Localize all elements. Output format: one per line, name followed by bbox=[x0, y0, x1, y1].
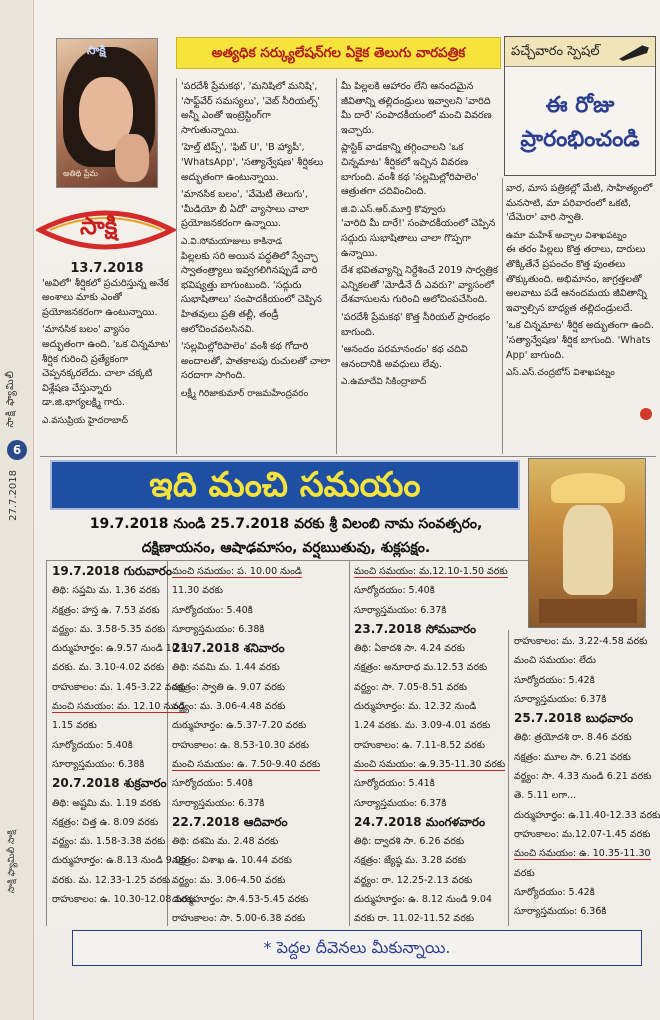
calendar-line: వర్జ్యం: మ. 3.06-4.48 వరకు bbox=[172, 701, 286, 713]
calendar-line: సూర్యాస్తమయం: 6.37కి bbox=[172, 797, 265, 809]
photo-caption: అతిథి ప్రేమ bbox=[63, 169, 98, 178]
footer-blessing: * పెద్దల దీవెనలు మీకున్నాయి. bbox=[72, 930, 642, 966]
letters-column-1 bbox=[42, 262, 172, 454]
calendar-line: నక్షత్రం: చిత్త ఉ. 8.09 వరకు bbox=[52, 816, 159, 828]
letter-para: 'హెల్త్ టిప్స్', 'ఫిట్ U', 'B హ్యాపీ', 'WhatsApp', 'సత్యాన్వేషణ' శీర్షికలు అద్భుతంగా ఉంటున్నాయి. bbox=[181, 142, 324, 183]
calendar-line: సూర్యోదయం: 5.41కి bbox=[354, 778, 435, 790]
calendar-line: సూర్యోదయం: 5.42కి bbox=[514, 674, 595, 686]
calendar-line: నక్షత్రం: హస్త ఉ. 7.53 వరకు bbox=[52, 604, 160, 616]
calendar-line: నక్షత్రం: విశాఖ ఉ. 10.44 వరకు bbox=[172, 855, 292, 867]
masthead-banner: అత్యధిక సర్క్యులేషన్‌గల ఏకైక తెలుగు వారపత్రిక bbox=[176, 37, 501, 69]
pen-nib-icon bbox=[617, 41, 651, 63]
calendar-line: దుర్ముహూర్తం: ఉ.11.40-12.33 వరకు bbox=[514, 809, 660, 821]
end-mark-icon bbox=[640, 408, 652, 420]
calendar-line: సూర్యోదయం: 5.42కి bbox=[514, 886, 595, 898]
letter-signature: ఉమా మహేశ్ అచ్చాల విశాఖపట్నం bbox=[506, 230, 627, 241]
calendar-good-time bbox=[354, 562, 514, 581]
letter-para: వార, మాస పత్రికల్లో మేటి, సాహిత్యంలో మనసాటి, మా పరివారంలో ఒకటి, 'దేమెరా' వారి స్వాతి. bbox=[506, 183, 653, 224]
letter-para: ఈ తరం పిల్లలు కొత్త తరాలు, దారులు తొక్కితేనే ప్రపంచం కొత్త పుంతలు తొక్కుతుంది. అభిమానం, జాగ్రత్తలతో అలవాటు పడే ఆనందమయ జీవితాన్ని ఇవ్వాల్సిన బాధ్యత తల్లిదండ్రులదే. bbox=[506, 244, 647, 314]
calendar-line: మంచి సమయం: లేదు bbox=[514, 655, 596, 667]
calendar-line: రాహుకాలం: ఉ. 7.11-8.52 వరకు bbox=[354, 739, 485, 751]
letter-para: మీ పిల్లలకి ఆహారం లేని ఆనందమైన జీవితాన్ని తల్లిదండ్రులు ఇవ్వాలని 'వారిది మీ దారే' సంపాదకీయంలో మంచి వివరణ ఇచ్చారు. bbox=[341, 81, 492, 136]
letter-para: 'పరదేశీ ప్రేమకథ', 'మనిషిలో మనిషి', 'సాఫ్ట్‌వేర్ సమస్యలు', 'వెబ్ సీరియల్స్' అన్నీ ఎంతో ఇంట్రెస్టింగ్‌గా సాగుతున్నాయి. bbox=[181, 81, 320, 136]
calendar-column-3 bbox=[354, 562, 514, 928]
calendar-line: వరకు. మ. 12.33-1.25 వరకు bbox=[52, 874, 171, 886]
calendar-line: రాహుకాలం: మ. 1.45-3.22 వరకు bbox=[52, 681, 186, 693]
special-title-line-2: ప్రారంభించండి bbox=[520, 127, 640, 152]
calendar-line: సూర్యాస్తమయం: 6.37కి bbox=[354, 797, 447, 809]
calendar-line: వరకు. మ. 3.10-4.02 వరకు bbox=[52, 662, 165, 674]
calendar-line: సూర్యోదయం: 5.40కి bbox=[354, 585, 435, 597]
calendar-line: వర్జ్యం: మ. 1.58-3.38 వరకు bbox=[52, 836, 166, 848]
letters-column-4 bbox=[506, 182, 656, 454]
calendar-day-heading: 22.7.2018 ఆదివారం bbox=[172, 814, 288, 829]
letter-para: 'పరదేశీ ప్రేమకథ' కొత్త సీరియల్ ప్రారంభం బాగుంది. bbox=[341, 311, 490, 338]
calendar-line: వర్జ్యం: రా. 12.25-2.13 వరకు bbox=[354, 874, 473, 886]
calendar-good-time-text: మంచి సమయం: మ.12.10-1.50 వరకు bbox=[354, 566, 508, 577]
letter-para: 'అవిలో' శీర్షికలో ప్రచురిస్తున్న అనేక అంశాలు మాకు ఎంతో ప్రయోజనకరంగా ఉంటున్నాయి. bbox=[42, 277, 169, 318]
letter-para: ప్లాస్టిక్ వాడకాన్ని తగ్గించాలని 'ఒక చిన్నమాట' శీర్షికలో ఇచ్చిన వివరణ బాగుంది. వంశీ కథ 'సల్లమిల్లోరిపాలెం' ఆత్రుతగా చదివించింది. bbox=[341, 142, 479, 198]
page-number-badge: 6 bbox=[7, 440, 27, 460]
calendar-line: రాహుకాలం: మ.12.07-1.45 వరకు bbox=[514, 828, 651, 840]
letter-signature: ఎ.వసుప్రియ హైదరాబాద్ bbox=[42, 415, 129, 426]
letter-signature: లక్ష్మీ గిరిజాకుమార్ రాజమహేంద్రవరం bbox=[181, 388, 309, 399]
calendar-line: సూర్యాస్తమయం: 6.38కి bbox=[52, 758, 145, 770]
calendar-line: దుర్ముహూర్తం: ఉ.9.57 నుండి 10.49 bbox=[52, 643, 193, 655]
cover-photo bbox=[56, 38, 158, 188]
calendar-good-time bbox=[172, 755, 352, 774]
calendar-line: దుర్ముహూర్తం: ఉ.5.37-7.20 వరకు bbox=[172, 720, 307, 732]
letters-column-3 bbox=[341, 80, 499, 456]
calendar-line: 1.24 వరకు. మ. 3.09-4.01 వరకు bbox=[354, 720, 491, 732]
calendar-line: రాహుకాలం: ఉ. 10.30-12.08 వరకు bbox=[52, 894, 196, 906]
calendar-column-4 bbox=[514, 632, 660, 928]
calendar-line: సూర్యాస్తమయం: 6.37కి bbox=[514, 693, 607, 705]
calendar-line: తిథి: ద్వాదశి సా. 6.26 వరకు bbox=[354, 836, 465, 848]
calendar-line: వర్జ్యం: మ. 3.58-5.35 వరకు bbox=[52, 623, 166, 635]
calendar-line: సూర్యాస్తమయం: 6.37కి bbox=[354, 604, 447, 616]
calendar-line: 1.15 వరకు bbox=[52, 720, 97, 732]
calendar-day-heading: 25.7.2018 బుధవారం bbox=[514, 711, 634, 726]
letter-para: 'వారిది మీ దారే!' సంపాదకీయంలో చెప్పిన సద్గురు సుభాషితాలు చాలా గొప్పగా ఉన్నాయి. bbox=[341, 218, 496, 259]
calendar-line: వర్జ్యం: సా. 4.33 నుండి 6.21 వరకు bbox=[514, 771, 652, 783]
calendar-day-heading: 24.7.2018 మంగళవారం bbox=[354, 814, 486, 829]
letter-signature: ఎ.ఉమాదేవి సికింద్రాబాద్ bbox=[341, 377, 427, 388]
letters-column-2 bbox=[181, 80, 331, 456]
panchangam-heading: ఇది మంచి సమయం bbox=[50, 460, 520, 510]
letter-signature: ఎ.వి.సోమయాజులు కాకినాడ bbox=[181, 236, 283, 247]
calendar-line: సూర్యాస్తమయం: 6.38కి bbox=[172, 623, 265, 635]
special-heading: పచ్చేవారం స్పెషల్ bbox=[505, 37, 655, 67]
photo-brand: సాక్షి bbox=[87, 43, 106, 57]
calendar-line: నక్షత్రం: జ్యేష్ఠ మ. 3.28 వరకు bbox=[354, 855, 466, 867]
letter-signature: ఎస్.ఎస్.చంద్రబోస్ విశాఖపట్నం bbox=[506, 368, 615, 379]
calendar-line: తిథి: సప్తమి మ. 1.36 వరకు bbox=[52, 585, 160, 597]
calendar-column-2 bbox=[172, 562, 352, 928]
letters-date: 13.7.2018 bbox=[70, 262, 144, 276]
calendar-good-time bbox=[354, 755, 514, 774]
margin-publication-name: సాక్షి ఫ్యామిలీ bbox=[5, 370, 16, 428]
calendar-line: వరకు bbox=[514, 867, 535, 879]
calendar-good-time-text: మంచి సమయం: ఉ.9.35-11.30 వరకు bbox=[354, 758, 506, 770]
calendar-line: సూర్యోదయం: 5.40కి bbox=[172, 604, 253, 616]
calendar-good-time-text: మంచి సమయం: ప. 10.00 నుండి bbox=[172, 566, 302, 577]
calendar-line: సూర్యోదయం: 5.40కి bbox=[52, 739, 133, 751]
calendar-line: తిథి: ఏకాదశి సా. 4.24 వరకు bbox=[354, 643, 465, 655]
panchangam-subheading-line-2: దక్షిణాయనం, ఆషాఢమాసం, వర్షఋతువు, శుక్లపక్షం. bbox=[141, 540, 431, 556]
calendar-line: రాహుకాలం: మ. 3.22-4.58 వరకు bbox=[514, 636, 648, 647]
calendar-line: 11.30 వరకు bbox=[172, 585, 223, 597]
letter-signature: జి.వి.ఎస్.ఆర్.మూర్తి కొవ్వూరు bbox=[341, 204, 446, 215]
calendar-line: రాహుకాలం: సా. 5.00-6.38 వరకు bbox=[172, 913, 306, 925]
calendar-day-heading: 20.7.2018 శుక్రవారం bbox=[52, 776, 167, 791]
letter-para: 'ఒక చిన్నమాట' శీర్షిక అద్భుతంగా ఉంది. 'సత్యాన్వేషణ' శీర్షిక బాగుంది. 'Whats App' బాగుంది. bbox=[506, 320, 654, 361]
calendar-line: నక్షత్రం: అనూరాధ మ.12.53 వరకు bbox=[354, 662, 488, 674]
calendar-line: తిథి: అష్టమి మ. 1.19 వరకు bbox=[52, 797, 161, 809]
special-title-line-1: ఈ రోజు bbox=[545, 93, 615, 118]
margin-date: 27.7.2018 bbox=[8, 470, 19, 521]
letter-para: 'సల్లమిల్లోరిపాలెం' వంశీ కథ గోదారి అందాలతో, పాతకాలపు రుచులతో చాలా సరదాగా సాగింది. bbox=[181, 341, 331, 382]
calendar-good-time-text: మంచి సమయం: ఉ. 7.50-9.40 వరకు bbox=[172, 758, 321, 770]
calendar-day-heading: 19.7.2018 గురువారం bbox=[52, 564, 172, 578]
calendar-line: నక్షత్రం: మూల సా. 6.21 వరకు bbox=[514, 751, 631, 763]
letter-para: దేశ భవితవ్యాన్ని నిర్దేశించే 2019 సార్వత్రిక ఎన్నికలతో 'మోడీనే దీ ఎవరు?' వ్యాసంలో దేశవాసులను గురించి ఆలోచింపచేసింది. bbox=[341, 265, 498, 306]
letter-para: పిల్లలకు సరి అయిన పద్ధతిలో స్వేచ్ఛా స్వాతంత్ర్యాలు ఇవ్వగలిగినప్పుడే వారి భవిష్యత్తు బాగుంటుంది. 'సద్గురు సుభాషితాలు' సంపాదకీయంలో చెప్పిన హితవులు ప్రతి తల్లీ, తండ్రీ ఆలోచించవలసినవి. bbox=[181, 250, 322, 335]
calendar-line: తిథి: దశమి మ. 2.48 వరకు bbox=[172, 836, 279, 848]
calendar-good-time-text: మంచి సమయం: మ. 12.10 నుండి bbox=[52, 701, 186, 713]
calendar-good-time bbox=[172, 562, 352, 581]
calendar-line: తె. 5.11 లగా... bbox=[514, 790, 577, 802]
calendar-line: నక్షత్రం: స్వాతి ఉ. 9.07 వరకు bbox=[172, 681, 286, 693]
calendar-line: దుర్ముహూర్తం: ఉ. 8.12 నుండి 9.04 bbox=[354, 894, 492, 906]
calendar-day-heading: 21.7.2018 శనివారం bbox=[172, 641, 285, 656]
calendar-line: వర్జ్యం: సా. 7.05-8.51 వరకు bbox=[354, 681, 468, 693]
calendar-line: తిథి: త్రయోదశి రా. 8.46 వరకు bbox=[514, 732, 632, 744]
panchangam-subheading-line-1: 19.7.2018 నుండి 25.7.2018 వరకు శ్రీ విలంబి నామ సంవత్సరం, bbox=[89, 516, 483, 532]
calendar-good-time bbox=[514, 844, 660, 863]
calendar-line: తిథి: నవమి మ. 1.44 వరకు bbox=[172, 662, 280, 674]
calendar-day-heading: 23.7.2018 సోమవారం bbox=[354, 621, 477, 636]
margin-footer-text: సాక్షి ఫ్యామిలీ సాక్షి bbox=[7, 830, 17, 894]
calendar-line: దుర్ముహూర్తం: మ. 12.32 నుండి bbox=[354, 701, 477, 713]
panchangam-subheading bbox=[50, 512, 522, 564]
special-title bbox=[505, 89, 655, 157]
letter-para: 'మానసిక బలం' వ్యాసం అద్భుతంగా ఉంది. 'ఒక చిన్నమాట' శీర్షిక గురించి ప్రత్యేకంగా చెప్పనక్కరలేదు. చాలా చక్కటి విశ్లేషణ చేస్తున్నారు డా.జి.భాగ్యలక్ష్మి గారు. bbox=[42, 324, 171, 409]
calendar-line: సూర్యోదయం: 5.40కి bbox=[172, 778, 253, 790]
calendar-line: రాహుకాలం: ఉ. 8.53-10.30 వరకు bbox=[172, 739, 310, 751]
calendar-line: దుర్ముహూర్తం: ఉ.8.13 నుండి 9.05 bbox=[52, 855, 187, 867]
calendar-line: వర్జ్యం: మ. 3.06-4.50 వరకు bbox=[172, 874, 286, 886]
calendar-line: సూర్యాస్తమయం: 6.36కి bbox=[514, 906, 607, 918]
letter-para: 'మానసిక బలం', 'వేమెటీ తెలుగు', 'మీడియో బీ ఏదో' వ్యాసాలు చాలా ప్రయోజనకరంగా ఉన్నాయి. bbox=[181, 189, 309, 230]
letter-para: 'ఆనందం పరమానందం' కథ చదివి ఆనందానికి అవధులు లేవు. bbox=[341, 344, 468, 370]
calendar-good-time-text: మంచి సమయం: ఉ. 10.35-11.30 bbox=[514, 848, 651, 860]
logo-text: సాక్షి bbox=[80, 211, 118, 240]
calendar-line: దుర్ముహూర్తం: సా.4.53-5.45 వరకు bbox=[172, 894, 309, 906]
special-box bbox=[504, 36, 656, 176]
calendar-line: వరకు రా. 11.02-11.52 వరకు bbox=[354, 913, 475, 925]
